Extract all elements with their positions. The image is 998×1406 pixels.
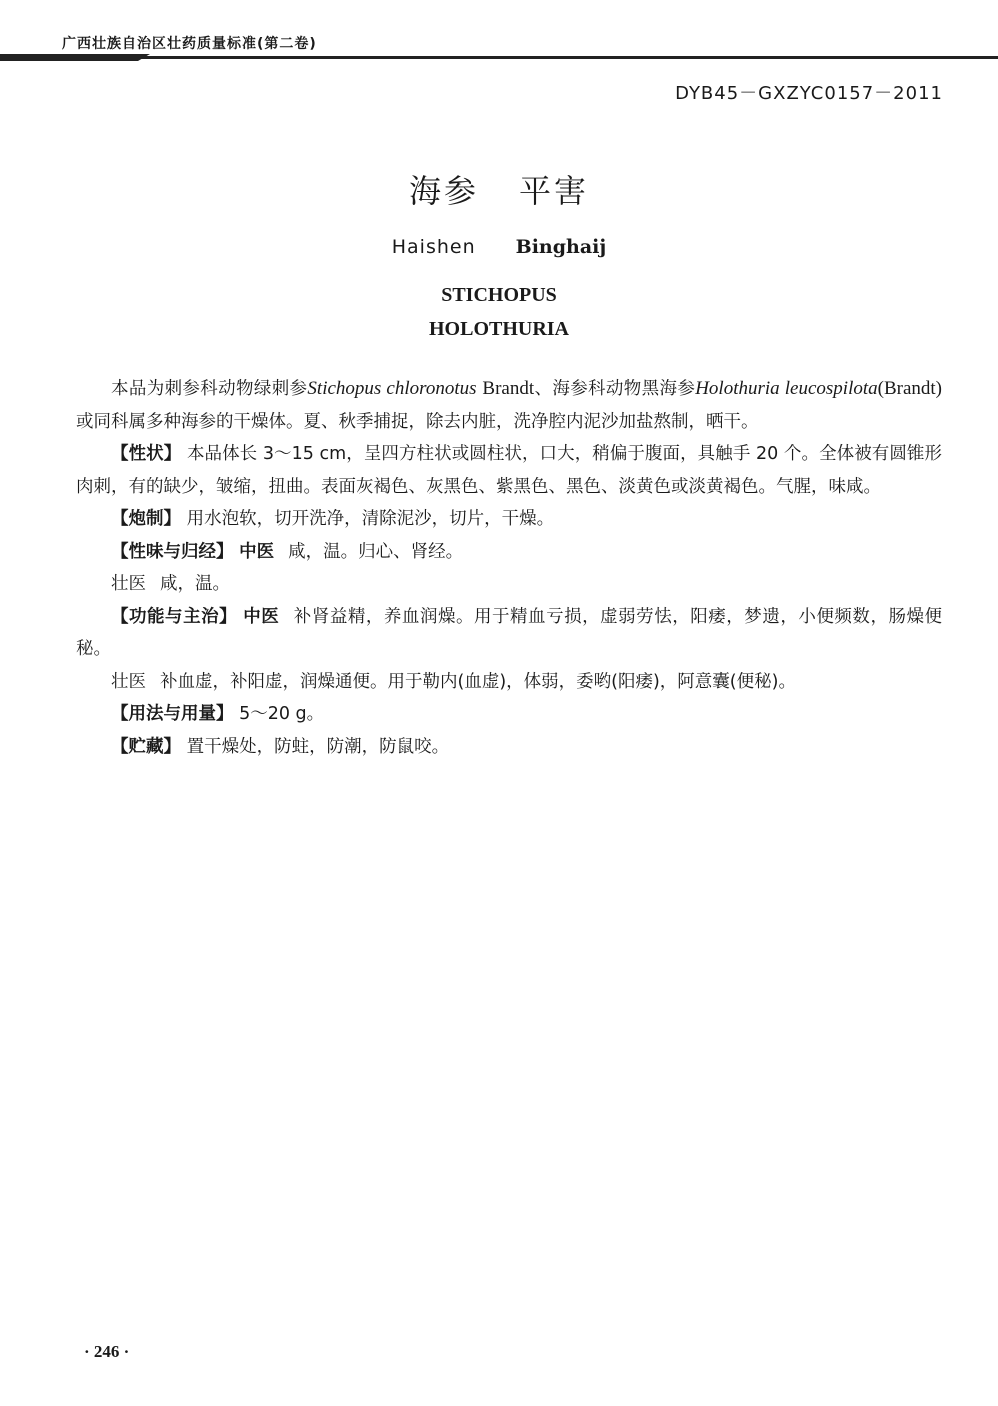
tcm-text: 咸，温。归心、肾经。 (288, 541, 464, 562)
species-author-1: Brandt (482, 378, 535, 399)
title-chinese (0, 166, 998, 212)
tcm-text: 补肾益精，养血润燥。用于精血亏损，虚弱劳怯，阳痿，梦遗，小便频数，肠燥便秘。 (76, 606, 942, 659)
header-rule-accent (0, 54, 150, 61)
monograph-body (76, 373, 942, 763)
species-name-1: Stichopus chloronotus (307, 378, 477, 399)
tcm-label: 中医 (239, 541, 275, 562)
section-label: 【贮藏】 (111, 736, 181, 757)
section-label: 【性味与归经】 (111, 541, 234, 562)
title-zhuang-roman: Binghaij (515, 236, 607, 258)
species-author-2: (Brandt) (877, 378, 943, 399)
intro-paragraph (76, 373, 942, 438)
section-text: 5～20 g。 (239, 704, 325, 724)
intro-text-1: 本品为刺参科动物绿刺参 (111, 379, 308, 399)
running-title: 广西壮族自治区壮药质量标准(第二卷) (62, 36, 317, 52)
section-xingwei-zhuang (76, 568, 942, 601)
section-gongneng-zhuang (76, 666, 942, 699)
section-label: 【用法与用量】 (111, 704, 234, 724)
zhuang-medicine-label: 壮医 (111, 671, 146, 692)
section-label: 【炮制】 (111, 509, 181, 529)
intro-text-2: 、海参科动物黑海参 (534, 379, 696, 399)
section-label: 【功能与主治】 (111, 606, 238, 627)
title-pinyin: Haishen (391, 236, 476, 258)
title-zhuang-name: 平害 (519, 172, 590, 210)
species-name-2: Holothuria leucospilota (695, 378, 878, 399)
title-romanized (0, 236, 998, 259)
section-yongfa (76, 698, 942, 731)
tcm-label: 中医 (243, 606, 280, 627)
section-label: 【性状】 (111, 444, 182, 464)
zhuang-medicine-text: 咸，温。 (160, 574, 230, 594)
section-xingwei (76, 536, 942, 569)
intro-text-3: 或同科属多种海参的干燥体。夏、秋季捕捉，除去内脏，洗净腔内泥沙加盐熬制，晒干。 (76, 411, 759, 432)
section-xingzhuang (76, 438, 942, 503)
standard-code: DYB45－GXZYC0157－2011 (675, 83, 943, 104)
section-paozhi (76, 503, 942, 536)
title-chinese-name: 海参 (408, 172, 479, 210)
header-rule (0, 56, 998, 59)
section-text: 置干燥处，防蛀，防潮，防鼠咬。 (186, 736, 450, 757)
section-text: 用水泡软，切开洗净，清除泥沙，切片，干燥。 (186, 509, 555, 529)
section-gongneng (76, 601, 942, 666)
zhuang-medicine-text: 补血虚，补阳虚，润燥通便。用于勒内(血虚)，体弱，委哟(阳痿)，阿意囊(便秘)。 (160, 671, 796, 692)
zhuang-medicine-label: 壮医 (111, 574, 146, 594)
section-zhucang (76, 731, 942, 764)
page-number: · 246 · (84, 1342, 130, 1361)
latin-name-1: STICHOPUS (441, 284, 557, 306)
latin-name-2: HOLOTHURIA (428, 318, 570, 340)
section-text: 本品体长 3～15 cm，呈四方柱状或圆柱状，口大，稍偏于腹面，具触手 20 个。全体被有圆锥形肉刺，有的缺少，皱缩，扭曲。表面灰褐色、灰黑色、紫黑色、黑色、淡黄色或淡黄褐色。气腥，味咸。 (76, 444, 942, 497)
